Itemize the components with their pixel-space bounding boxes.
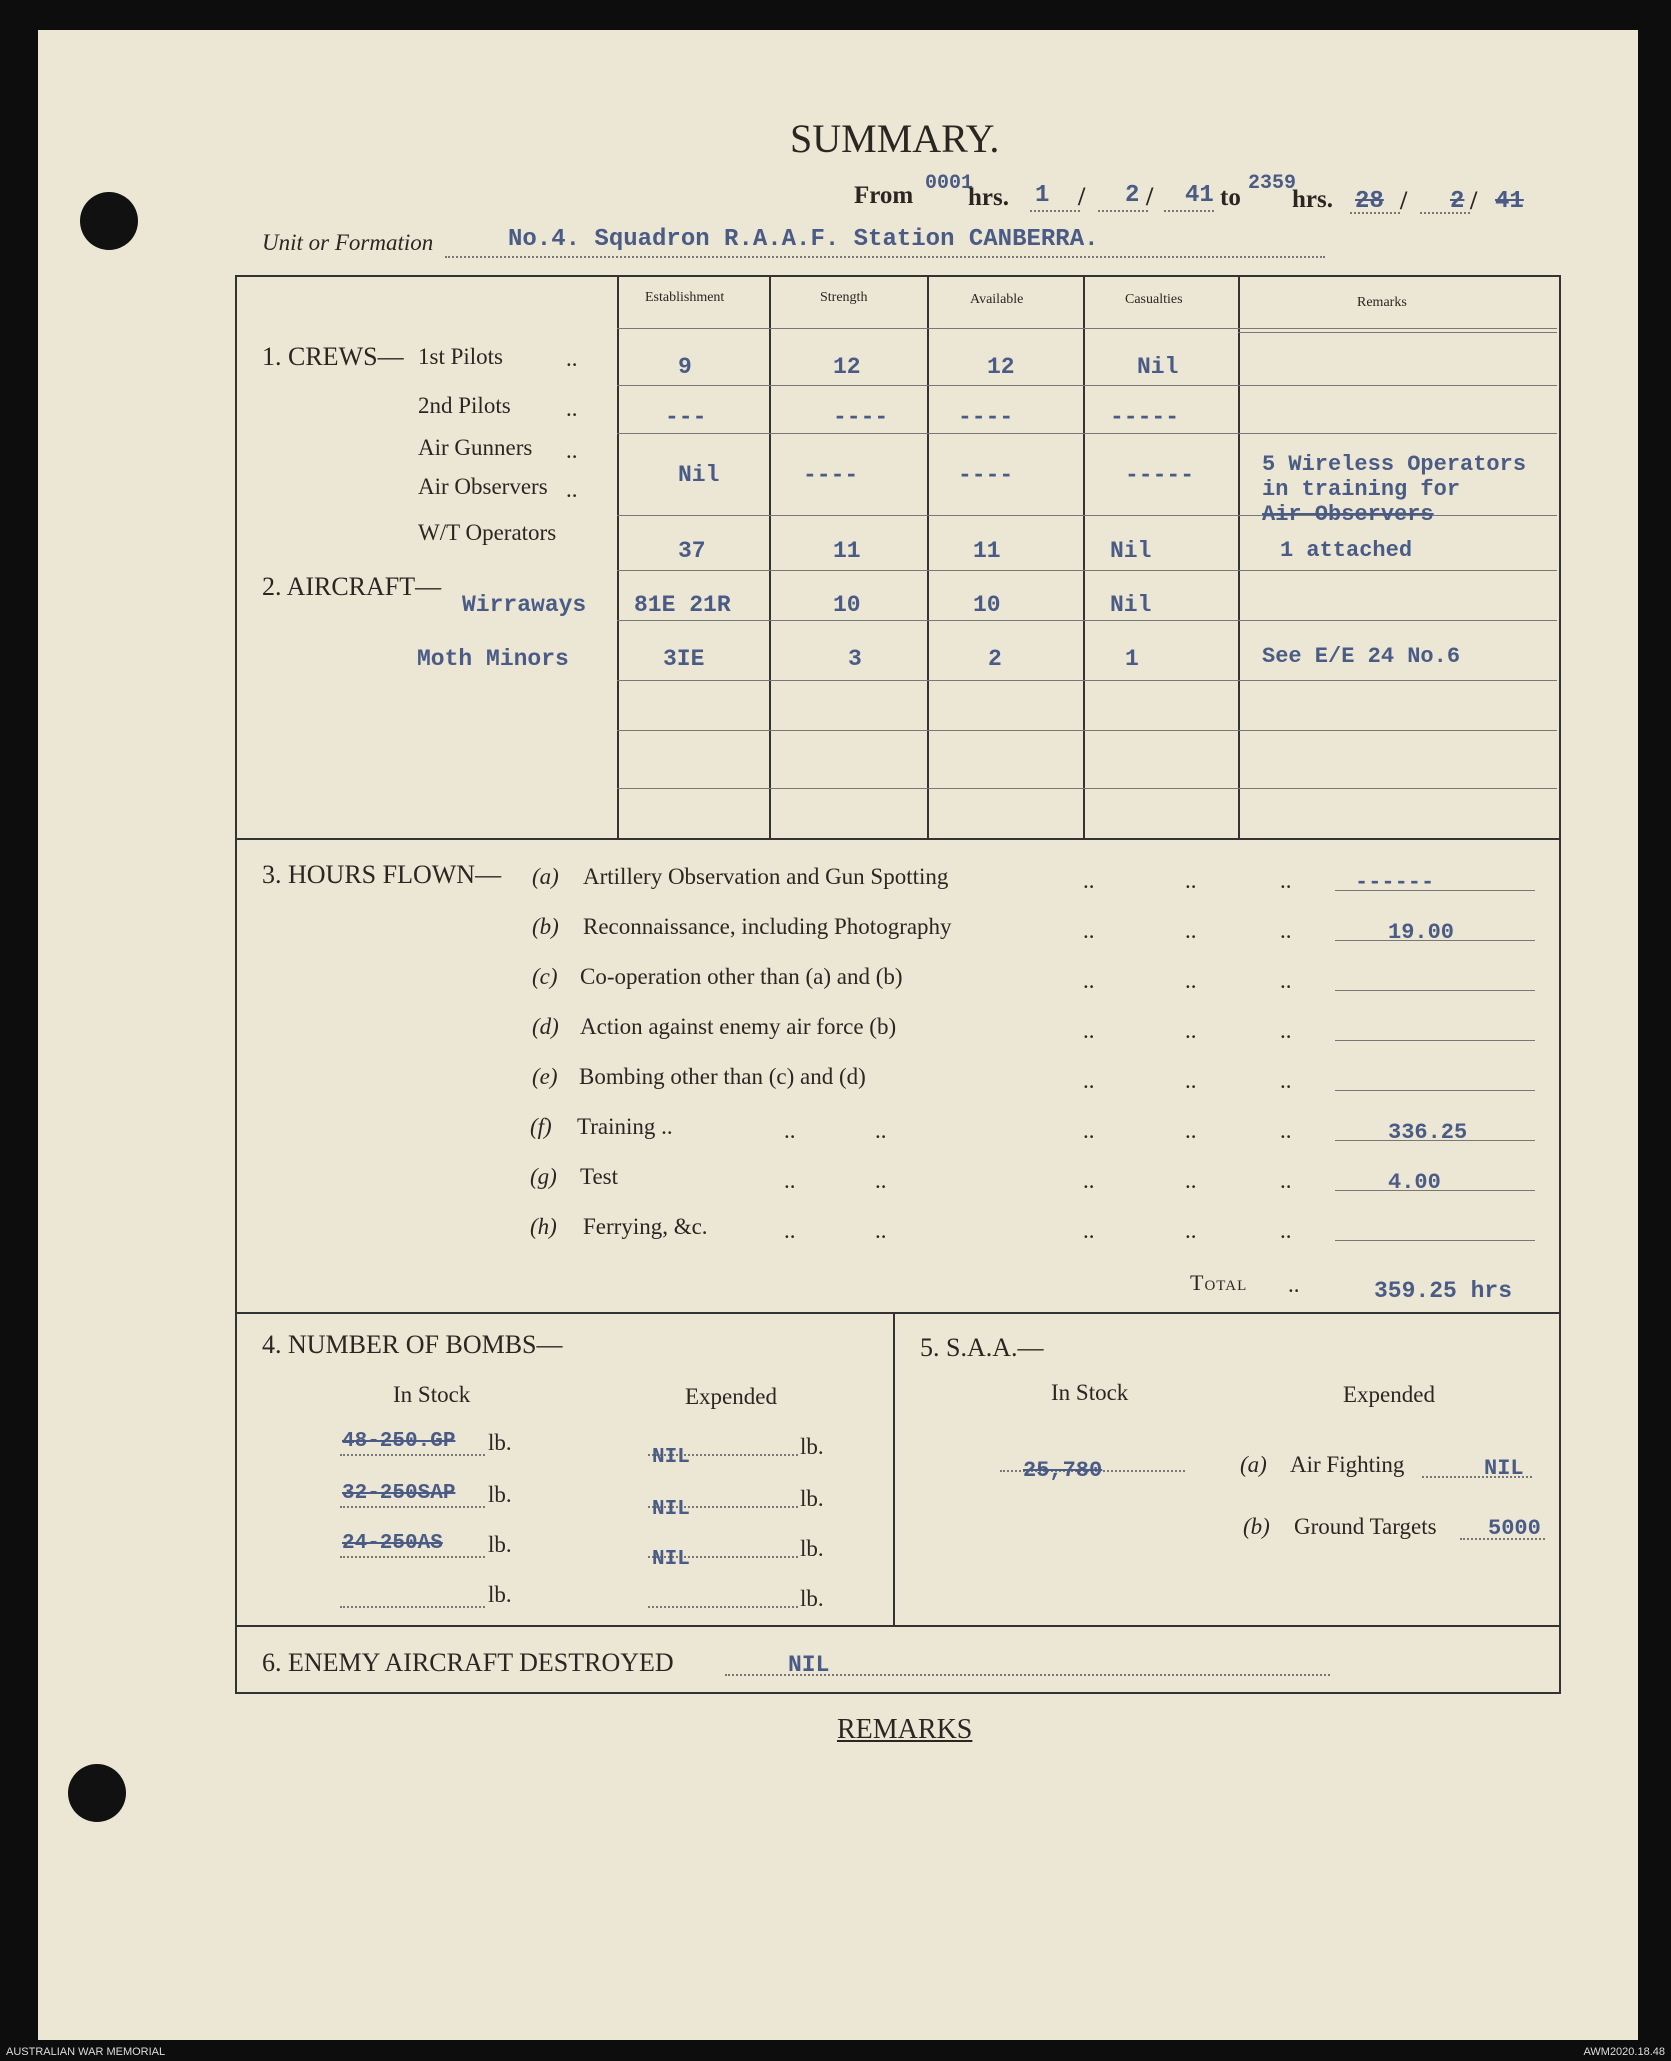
saa-instock-label: In Stock — [1051, 1380, 1129, 1405]
hours-item-value: 4.00 — [1388, 1170, 1441, 1195]
punch-hole — [68, 1764, 126, 1822]
hrs-label: hrs. — [968, 184, 1009, 211]
air-fighting-label: Air Fighting — [1290, 1452, 1405, 1477]
bombs-heading: 4. NUMBER OF BOMBS— — [262, 1330, 563, 1359]
hours-item-value: 19.00 — [1388, 920, 1455, 945]
leader-dots: .. — [1280, 968, 1292, 993]
unit-label: lb. — [800, 1434, 824, 1459]
bomb-stock-value: 48-250.GP — [342, 1430, 456, 1453]
value-line — [1335, 1040, 1535, 1041]
leader-dots: .. — [1185, 968, 1197, 993]
saa-expended-label: Expended — [1343, 1382, 1435, 1407]
leader-dots: .. — [1185, 1018, 1197, 1043]
cell-value: Nil — [1110, 538, 1152, 564]
row-label: W/T Operators — [418, 520, 557, 545]
row-label: 2nd Pilots — [418, 393, 511, 418]
unit-label: lb. — [488, 1532, 512, 1557]
cell-value: 81E 21R — [634, 592, 731, 618]
leader-dots: .. — [1083, 1118, 1095, 1143]
stock-line — [340, 1606, 485, 1608]
hours-item-letter: (g) — [530, 1164, 557, 1189]
hours-item-label: Reconnaissance, including Photography — [583, 914, 952, 939]
expended-line — [648, 1606, 798, 1608]
cell-value: ---- — [833, 404, 889, 430]
bomb-expended-value: NIL — [652, 1446, 690, 1469]
bombs-expended-label: Expended — [685, 1384, 777, 1409]
cell-value: 11 — [973, 538, 1001, 564]
cell-value: Nil — [1137, 354, 1179, 380]
cell-value: 3 — [848, 646, 862, 672]
leader-dots: .. — [1185, 1068, 1197, 1093]
aircraft-type: Wirraways — [462, 592, 587, 618]
leader-dots: .. — [1280, 1068, 1292, 1093]
remarks-cell: See E/E 24 No.6 — [1262, 644, 1461, 669]
bombs-instock-label: In Stock — [393, 1382, 471, 1407]
leader-dots: .. — [1280, 868, 1292, 893]
to-label: to — [1220, 184, 1241, 211]
leader-dots: .. — [1185, 918, 1197, 943]
stock-line — [340, 1556, 485, 1558]
hours-item-label: Test — [580, 1164, 618, 1189]
hours-item-letter: (c) — [532, 964, 558, 989]
leader-dots: .. — [1280, 1118, 1292, 1143]
stock-line — [340, 1454, 485, 1456]
unit-label: lb. — [488, 1430, 512, 1455]
hours-item-letter: (d) — [532, 1014, 559, 1039]
bomb-expended-value: NIL — [652, 1498, 690, 1521]
cell-value: 12 — [987, 354, 1015, 380]
page-title: SUMMARY. — [790, 116, 1000, 161]
cell-value: 1 — [1125, 646, 1139, 672]
leader-dots: .. — [784, 1168, 796, 1193]
cell-value: ---- — [803, 462, 859, 488]
cell-value: 12 — [833, 354, 861, 380]
total-value: 359.25 hrs — [1374, 1278, 1513, 1304]
leader-dots: .. — [1083, 868, 1095, 893]
to-year: 41 — [1495, 188, 1524, 215]
remarks-cell: 1 attached — [1280, 538, 1413, 563]
unit-label: lb. — [800, 1586, 824, 1611]
cell-value: ---- — [958, 404, 1014, 430]
cell-value: ---- — [958, 462, 1014, 488]
punch-hole — [80, 192, 138, 250]
cell-value: --- — [665, 404, 707, 430]
hours-item-letter: (e) — [532, 1064, 558, 1089]
remarks-cell: 5 Wireless Operators in training for Air Observers — [1262, 452, 1527, 527]
saa-heading: 5. S.A.A.— — [920, 1333, 1044, 1362]
enemy-value: NIL — [788, 1652, 830, 1678]
aircraft-heading: 2. AIRCRAFT— — [262, 572, 442, 601]
from-label: From — [854, 182, 914, 209]
col-establishment: Establishment — [645, 290, 725, 305]
cell-value: 10 — [833, 592, 861, 618]
hours-item-letter: (b) — [532, 914, 559, 939]
col-casualties: Casualties — [1125, 292, 1183, 307]
unit-label: lb. — [800, 1486, 824, 1511]
leader-dots: .. — [1280, 1218, 1292, 1243]
col-remarks: Remarks — [1357, 295, 1407, 310]
hours-item-label: Action against enemy air force (b) — [580, 1014, 897, 1039]
leader-dots: .. — [1280, 1018, 1292, 1043]
leader-dots: .. — [1083, 1068, 1095, 1093]
leader-dots: .. — [1083, 1018, 1095, 1043]
footer-right: AWM2020.18.48 — [1583, 2046, 1665, 2058]
leader-dots: .. — [1083, 918, 1095, 943]
enemy-heading: 6. ENEMY AIRCRAFT DESTROYED — [262, 1648, 674, 1677]
unit-label: lb. — [488, 1482, 512, 1507]
leader-dots: .. — [1185, 1218, 1197, 1243]
hours-item-letter: (a) — [532, 864, 559, 889]
row-label: Air Observers — [418, 474, 548, 499]
crews-heading: 1. CREWS— — [262, 342, 404, 371]
cell-value: Nil — [678, 462, 720, 488]
leader-dots: .. — [784, 1118, 796, 1143]
hrs-label-2: hrs. — [1292, 186, 1333, 213]
leader-dots: .. — [1083, 1218, 1095, 1243]
value-line — [1335, 1240, 1535, 1241]
aircraft-type: Moth Minors — [417, 646, 569, 672]
cell-value: 9 — [678, 354, 692, 380]
hours-item-label: Training .. — [577, 1114, 673, 1139]
air-fighting-value: NIL — [1484, 1456, 1524, 1481]
ground-targets-label: Ground Targets — [1294, 1514, 1437, 1539]
hours-item-value: ------ — [1355, 870, 1435, 895]
remarks-heading: REMARKS — [837, 1714, 973, 1745]
bomb-stock-value: 24-250AS — [342, 1532, 443, 1555]
to-day: 28 — [1355, 188, 1384, 215]
row-label: Air Gunners — [418, 435, 533, 460]
unit-label: lb. — [488, 1582, 512, 1607]
cell-value: 3IE — [663, 646, 705, 672]
cell-value: Nil — [1110, 592, 1152, 618]
unit-label: Unit or Formation — [262, 230, 434, 255]
leader-dots: .. — [875, 1118, 887, 1143]
bomb-expended-value: NIL — [652, 1548, 690, 1571]
cell-value: 10 — [973, 592, 1001, 618]
to-month: 2 — [1450, 188, 1465, 215]
value-line — [1335, 1090, 1535, 1091]
leader-dots: .. — [784, 1218, 796, 1243]
hours-item-letter: (h) — [530, 1214, 557, 1239]
unit-value: No.4. Squadron R.A.A.F. Station CANBERRA. — [508, 226, 1099, 253]
cell-value: 11 — [833, 538, 861, 564]
saa-stock-value: 25,780 — [1023, 1458, 1103, 1483]
leader-dots: .. — [875, 1168, 887, 1193]
leader-dots: .. — [1185, 1168, 1197, 1193]
stock-line — [340, 1506, 485, 1508]
bomb-stock-value: 32-250SAP — [342, 1482, 456, 1505]
leader-dots: .. — [1083, 1168, 1095, 1193]
hours-item-letter: (f) — [530, 1114, 552, 1139]
from-year: 41 — [1185, 182, 1214, 209]
leader-dots: .. — [1083, 968, 1095, 993]
ground-targets-value: 5000 — [1488, 1516, 1541, 1541]
hours-item-label: Bombing other than (c) and (d) — [579, 1064, 866, 1089]
cell-value: ----- — [1125, 462, 1195, 488]
col-strength: Strength — [820, 290, 868, 305]
leader-dots: .. — [1185, 868, 1197, 893]
hours-item-label: Artillery Observation and Gun Spotting — [583, 864, 949, 889]
to-time: 2359 — [1248, 172, 1297, 195]
total-label: Total — [1190, 1270, 1248, 1295]
from-time: 0001 — [925, 172, 974, 195]
value-line — [1335, 990, 1535, 991]
hours-item-value: 336.25 — [1388, 1120, 1468, 1145]
hours-heading: 3. HOURS FLOWN— — [262, 860, 502, 889]
hours-item-label: Ferrying, &c. — [583, 1214, 708, 1239]
leader-dots: .. — [1185, 1118, 1197, 1143]
footer-left: AUSTRALIAN WAR MEMORIAL — [6, 2046, 166, 2058]
row-label: 1st Pilots — [418, 344, 504, 369]
leader-dots: .. — [1280, 1168, 1292, 1193]
from-month: 2 — [1125, 182, 1140, 209]
leader-dots: .. — [875, 1218, 887, 1243]
col-available: Available — [970, 292, 1024, 307]
hours-item-label: Co-operation other than (a) and (b) — [580, 964, 903, 989]
cell-value: ----- — [1110, 404, 1180, 430]
cell-value: 2 — [988, 646, 1002, 672]
cell-value: 37 — [678, 538, 706, 564]
from-day: 1 — [1035, 182, 1050, 209]
leader-dots: .. — [1280, 918, 1292, 943]
unit-label: lb. — [800, 1536, 824, 1561]
